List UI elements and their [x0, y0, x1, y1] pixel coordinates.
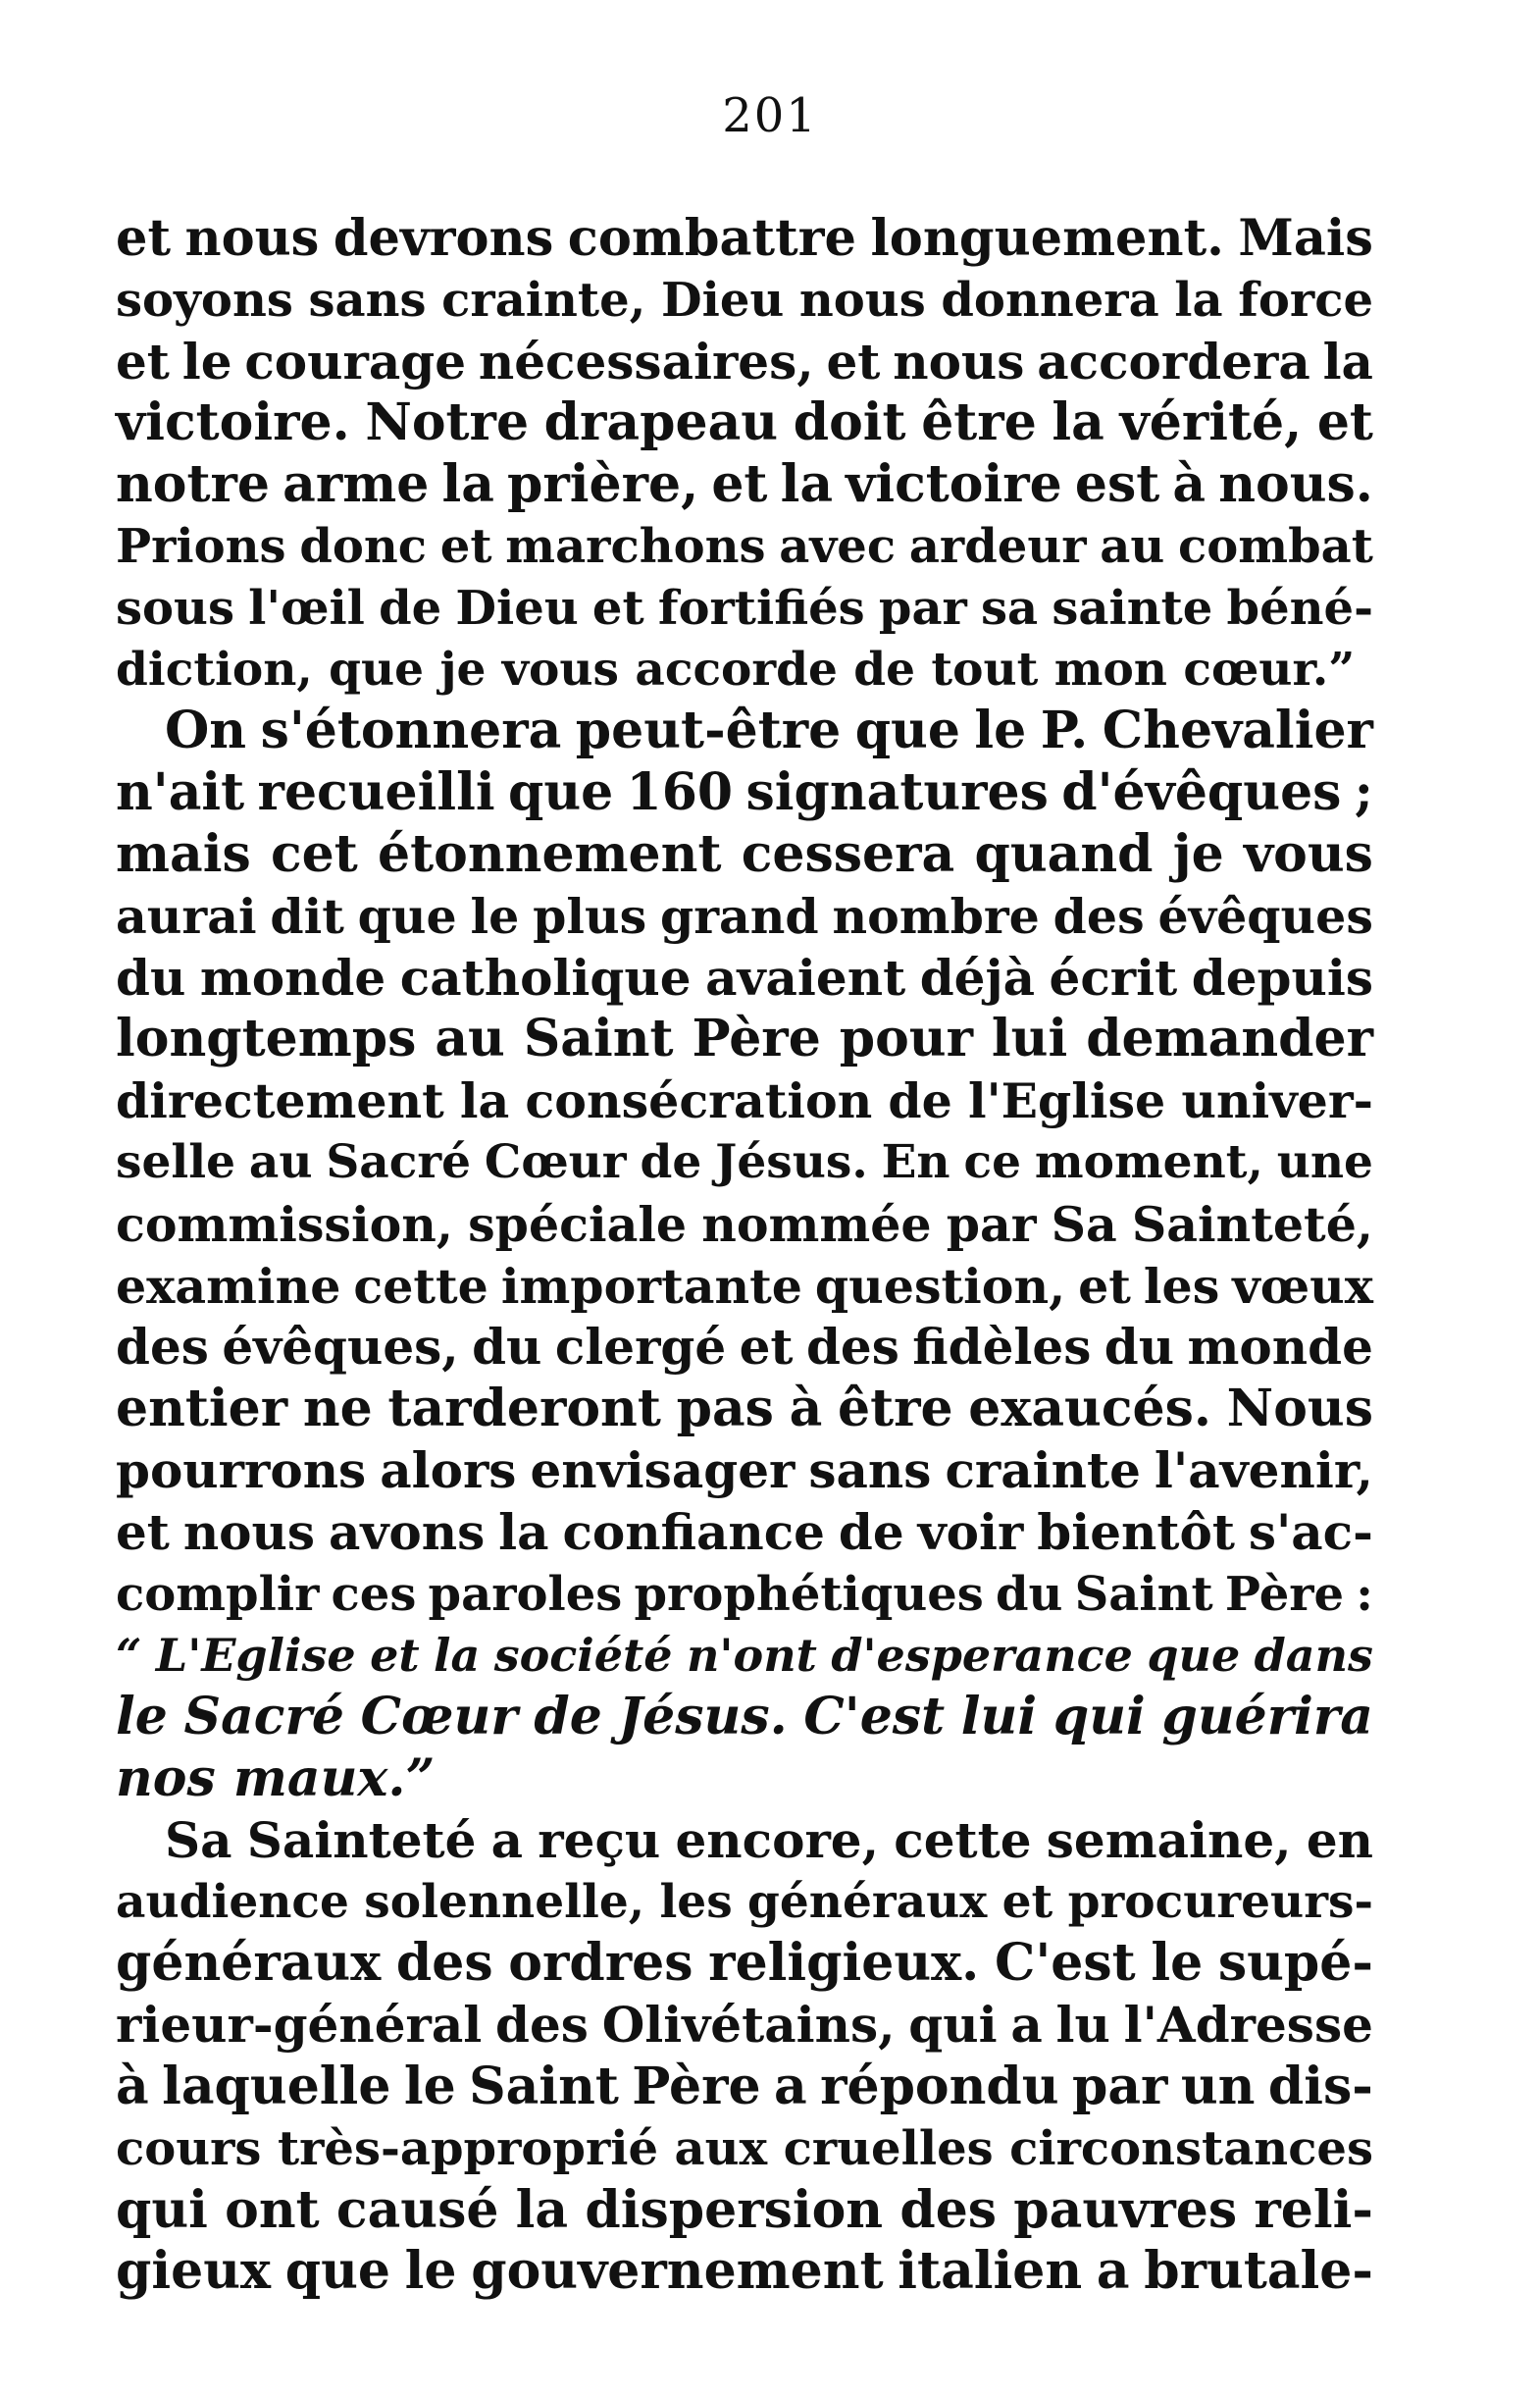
text-line: commission, spéciale nommée par Sa Sainteté, — [116, 1195, 1373, 1253]
text-line: directement la consécration de l'Eglise univer- — [116, 1072, 1373, 1130]
text-line: audience solennelle, les généraux et procureurs- — [116, 1874, 1373, 1929]
text-line: le Sacré Cœur de Jésus. C'est lui qui guérira — [116, 1687, 1373, 1747]
text-line: et nous devrons combattre longuement. Mais — [116, 209, 1373, 268]
text-line: selle au Sacré Cœur de Jésus. En ce moment, une — [116, 1134, 1373, 1189]
text-line: soyons sans crainte, Dieu nous donnera la force — [116, 272, 1373, 328]
page-number: 201 — [722, 88, 818, 143]
text-line: longtemps au Saint Père pour lui demander — [116, 1009, 1373, 1069]
text-line: et le courage nécessaires, et nous accordera la — [116, 332, 1373, 391]
text-line: rieur-général des Olivétains, qui a lu l'Adresse — [116, 1996, 1373, 2055]
text-line: notre arme la prière, et la victoire est à nous. — [116, 454, 1373, 515]
text-line: Prions donc et marchons avec ardeur au combat — [116, 518, 1373, 574]
text-line: mais cet étonnement cessera quand je vous — [116, 823, 1373, 884]
text-line: sous l'œil de Dieu et fortifiés par sa sainte béné- — [116, 580, 1373, 636]
text-line: et nous avons la confiance de voir bientôt s'ac- — [116, 1502, 1373, 1561]
body-text — [116, 208, 1373, 2303]
text-line: complir ces paroles prophétiques du Saint Père : — [116, 1566, 1373, 1622]
text-line: à laquelle le Saint Père a répondu par un dis- — [116, 2056, 1373, 2116]
text-line: aurai dit que le plus grand nombre des évêques — [116, 887, 1373, 945]
text-line: examine cette importante question, et les vœux — [116, 1257, 1373, 1315]
text-line: pourrons alors envisager sans crainte l'avenir, — [116, 1440, 1373, 1499]
text-line: qui ont causé la dispersion des pauvres reli- — [116, 2179, 1373, 2240]
text-line: généraux des ordres religieux. C'est le supé- — [116, 1933, 1373, 1994]
text-line: entier ne tarderont pas à être exaucés. Nous — [116, 1379, 1373, 1439]
text-line: “ L'Eglise et la société n'ont d'esperance que dans — [116, 1629, 1373, 1683]
text-line: du monde catholique avaient déjà écrit depuis — [116, 948, 1373, 1007]
text-line: On s'étonnera peut-être que le P. Chevalier — [165, 701, 1373, 761]
text-line: gieux que le gouvernement italien a brutale- — [116, 2241, 1373, 2302]
text-line: victoire. Notre drapeau doit être la vérité, et — [116, 392, 1373, 453]
text-line: n'ait recueilli que 160 signatures d'évêques ; — [116, 762, 1373, 823]
text-line: diction, que je vous accorde de tout mon cœur.” — [116, 642, 1356, 697]
text-line: nos maux.” — [116, 1747, 436, 1808]
text-line: Sa Sainteté a reçu encore, cette semaine, en — [165, 1810, 1373, 1869]
text-line: des évêques, du clergé et des fidèles du monde — [116, 1318, 1373, 1377]
text-line: cours très-approprié aux cruelles circonstances — [116, 2120, 1373, 2176]
